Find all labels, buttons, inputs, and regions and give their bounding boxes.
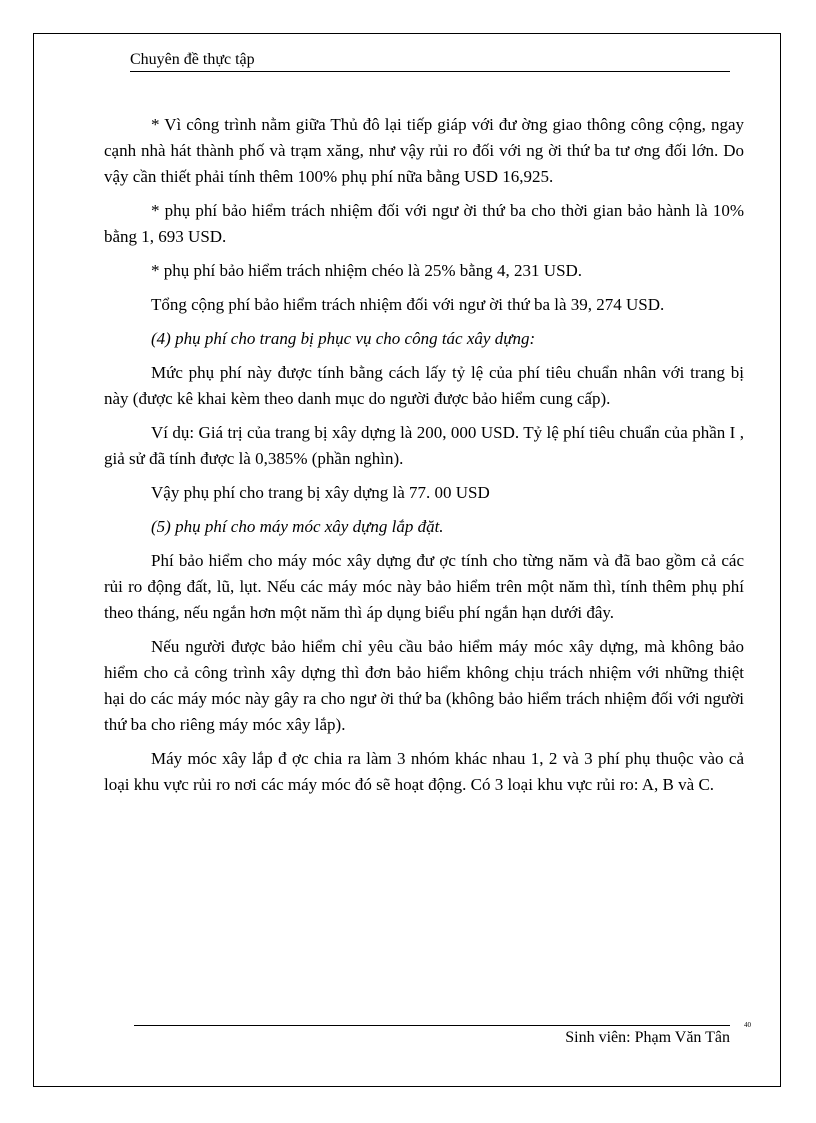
footer-rule [134,1025,730,1026]
paragraph-warranty-liability: * phụ phí bảo hiểm trách nhiệm đối với ngư ời thứ ba cho thời gian bảo hành là 10% bằng 1, 693 USD. [104,201,744,246]
section-heading-machinery: (5) phụ phí cho máy móc xây dựng lắp đặt. [151,517,444,536]
page-number: 40 [744,1021,751,1029]
paragraph-equipment-result: Vậy phụ phí cho trang bị xây dựng là 77. 00 USD [151,483,490,502]
paragraph-total-liability: Tổng cộng phí bảo hiểm trách nhiệm đối với ngư ời thứ ba là 39, 274 USD. [151,295,665,314]
section-heading-equipment: (4) phụ phí cho trang bị phục vụ cho công tác xây dựng: [151,329,536,348]
document-body [104,112,744,806]
paragraph-machinery-groups: Máy móc xây lắp đ ợc chia ra làm 3 nhóm khác nhau 1, 2 và 3 phí phụ thuộc vào cả loại khu vực rủi ro nơi các máy móc đó sẽ hoạt động. Có 3 loại khu vực rủi ro: A, B và C. [104,749,744,794]
header-rule [130,71,730,72]
footer-student-name: Sinh viên: Phạm Văn Tân [565,1029,730,1046]
paragraph-machinery-only: Nếu người được bảo hiểm chỉ yêu cầu bảo hiểm máy móc xây dựng, mà không bảo hiểm cho cả công trình xây dựng thì đơn bảo hiểm không chịu trách nhiệm với những thiệt hại do các máy móc này gây ra cho ngư ời thứ ba (không bảo hiểm trách nhiệm đối với người thứ ba cho riêng máy móc xây lắp). [104,637,744,734]
paragraph-example: Ví dụ: Giá trị của trang bị xây dựng là 200, 000 USD. Tỷ lệ phí tiêu chuẩn của phần I , giả sử đã tính được là 0,385% (phần nghìn). [104,423,744,468]
paragraph-extra-surcharge: * Vì công trình nằm giữa Thủ đô lại tiếp giáp với đư ờng giao thông công cộng, ngay cạnh nhà hát thành phố và trạm xăng, như vậy rủi ro đối với ng ời thứ ba tư ơng đối lớn. Do vậy cần thiết phải tính thêm 100% phụ phí nữa bằng USD 16,925. [104,115,744,186]
header-title: Chuyên đề thực tập [130,51,255,68]
paragraph-equipment-rate: Mức phụ phí này được tính bằng cách lấy tỷ lệ của phí tiêu chuẩn nhân với trang bị này (được kê khai kèm theo danh mục do người được bảo hiểm cung cấp). [104,363,744,408]
paragraph-machinery-premium: Phí bảo hiểm cho máy móc xây dựng đư ợc tính cho từng năm và đã bao gồm cả các rủi ro động đất, lũ, lụt. Nếu các máy móc này bảo hiểm trên một năm thì, tính thêm phụ phí theo tháng, nếu ngắn hơn một năm thì áp dụng biểu phí ngắn hạn dưới đây. [104,551,744,622]
paragraph-cross-liability: * phụ phí bảo hiểm trách nhiệm chéo là 25% bằng 4, 231 USD. [151,261,583,280]
